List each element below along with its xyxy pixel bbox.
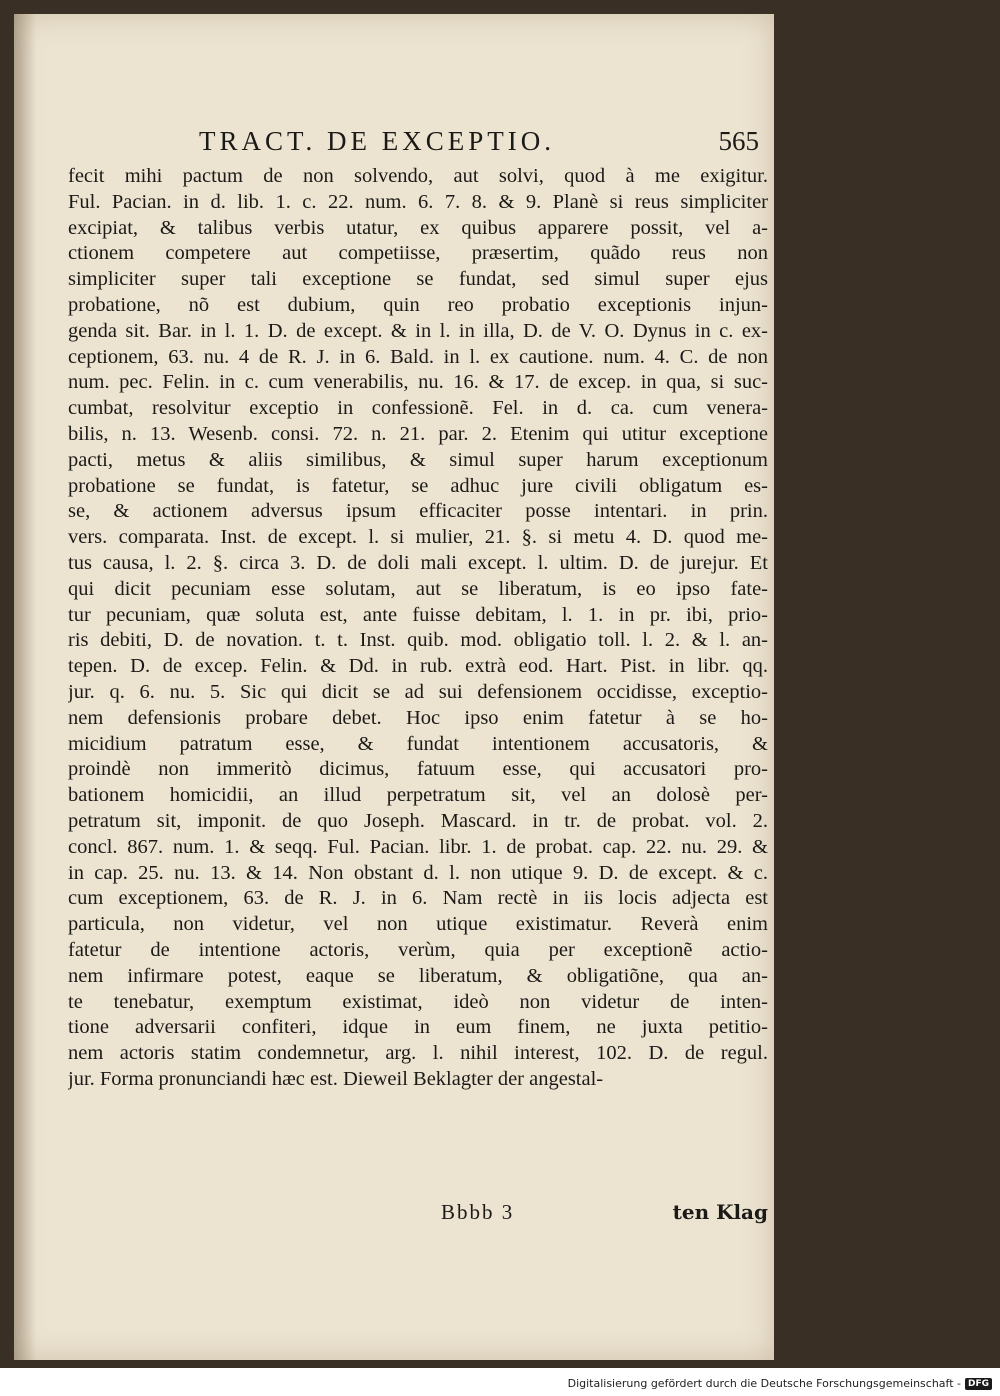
text-line: bationem homicidii, an illud perpetratum sit, vel an dolosè per- bbox=[68, 784, 768, 807]
text-line: nem infirmare potest, eaque se liberatum, & obligatiõne, qua an- bbox=[68, 964, 768, 987]
text-line: excipiat, & talibus verbis utatur, ex quibus apparere possit, vel a- bbox=[68, 216, 768, 239]
page-footer bbox=[68, 1200, 768, 1230]
signature-mark: Bbbb 3 bbox=[441, 1200, 515, 1224]
text-line: tione adversarii confiteri, idque in eum finem, ne juxta petitio- bbox=[68, 1016, 768, 1039]
book-page bbox=[14, 14, 774, 1360]
text-line: qui dicit pecuniam esse solutam, aut se liberatum, is eo ipso fate- bbox=[68, 577, 768, 600]
text-line: tepen. D. de excep. Felin. & Dd. in rub. extrà eod. Hart. Pist. in libr. qq. bbox=[68, 655, 768, 678]
text-line: cum exceptionem, 63. de R. J. in 6. Nam rectè in iis locis adjecta est bbox=[68, 887, 768, 910]
text-line: ceptionem, 63. nu. 4 de R. J. in 6. Bald. in l. ex cautione. num. 4. C. de non bbox=[68, 345, 768, 368]
credit-text: Digitalisierung gefördert durch die Deutsche Forschungsgemeinschaft - bbox=[567, 1377, 961, 1390]
text-line: petratum sit, imponit. de quo Joseph. Mascard. in tr. de probat. vol. 2. bbox=[68, 809, 768, 832]
text-line: concl. 867. num. 1. & seqq. Ful. Pacian. libr. 1. de probat. cap. 22. nu. 29. & bbox=[68, 835, 768, 858]
dfg-logo: DFG bbox=[965, 1378, 992, 1390]
text-line: te tenebatur, exemptum existimat, ideò non videtur de inten- bbox=[68, 990, 768, 1013]
page-number: 565 bbox=[718, 126, 759, 156]
digitization-credit bbox=[568, 1377, 992, 1390]
text-line: fatetur de intentione actoris, verùm, quia per exceptionẽ actio- bbox=[68, 938, 768, 961]
text-line: genda sit. Bar. in l. 1. D. de except. & in l. in illa, D. de V. O. Dynus in c. ex- bbox=[68, 319, 768, 342]
text-line: probatione se fundat, is fatetur, se adhuc jure civili obligatum es- bbox=[68, 474, 768, 497]
text-line: ctionem competere aut competiisse, præsertim, quãdo reus non bbox=[68, 242, 768, 265]
text-line: fecit mihi pactum de non solvendo, aut solvi, quod à me exigitur. bbox=[68, 165, 768, 187]
text-line: nem defensionis probare debet. Hoc ipso enim fatetur à se ho- bbox=[68, 706, 768, 729]
text-line: micidium patratum esse, & fundat intentionem accusatoris, & bbox=[68, 732, 768, 755]
text-line: jur. q. 6. nu. 5. Sic qui dicit se ad sui defensionem occidisse, exceptio- bbox=[68, 680, 768, 703]
text-line: vers. comparata. Inst. de except. l. si mulier, 21. §. si metu 4. D. quod me- bbox=[68, 526, 768, 549]
text-line: simpliciter super tali exceptione se fundat, sed simul super ejus bbox=[68, 268, 768, 291]
body-text bbox=[68, 164, 768, 1093]
text-line: nem actoris statim condemnetur, arg. l. nihil interest, 102. D. de regul. bbox=[68, 1042, 768, 1065]
text-line: bilis, n. 13. Wesenb. consi. 72. n. 21. par. 2. Etenim qui utitur exceptione bbox=[68, 422, 768, 445]
page-gutter-shadow bbox=[14, 14, 36, 1360]
text-line: tus causa, l. 2. §. circa 3. D. de doli mali except. l. ultim. D. de jurejur. Et bbox=[68, 551, 768, 574]
text-line: cumbat, resolvitur exceptio in confessionẽ. Fel. in d. ca. cum venera- bbox=[68, 397, 768, 420]
text-line: jur. Forma pronunciandi hæc est. Dieweil Beklagter der angestal- bbox=[68, 1067, 604, 1090]
text-line: pacti, metus & aliis similibus, & simul super harum exceptionum bbox=[68, 448, 768, 471]
text-line: tur pecuniam, quæ soluta est, ante fuisse debitam, l. 1. in pr. ibi, prio- bbox=[68, 603, 768, 626]
text-line: particula, non videtur, vel non utique existimatur. Reverà enim bbox=[68, 913, 768, 936]
text-line: Ful. Pacian. in d. lib. 1. c. 22. num. 6. 7. 8. & 9. Planè si reus simpliciter bbox=[68, 190, 768, 213]
text-line: ris debiti, D. de novation. t. t. Inst. quib. mod. obligatio toll. l. 2. & l. an- bbox=[68, 629, 768, 652]
catchword: ten Klag bbox=[672, 1200, 768, 1224]
text-line: in cap. 25. nu. 13. & 14. Non obstant d. l. non utique 9. D. de except. & c. bbox=[68, 861, 768, 884]
text-line: se, & actionem adversus ipsum efficaciter posse intentari. in prin. bbox=[68, 500, 768, 523]
running-head: TRACT. DE EXCEPTIO. bbox=[199, 126, 555, 156]
page-header bbox=[199, 126, 759, 166]
text-line: num. pec. Felin. in c. cum venerabilis, nu. 16. & 17. de excep. in qua, si suc- bbox=[68, 371, 768, 394]
text-line: proindè non immeritò dicimus, fatuum esse, qui accusatori pro- bbox=[68, 758, 768, 781]
text-line: probatione, nõ est dubium, quin reo probatio exceptionis injun- bbox=[68, 293, 768, 316]
